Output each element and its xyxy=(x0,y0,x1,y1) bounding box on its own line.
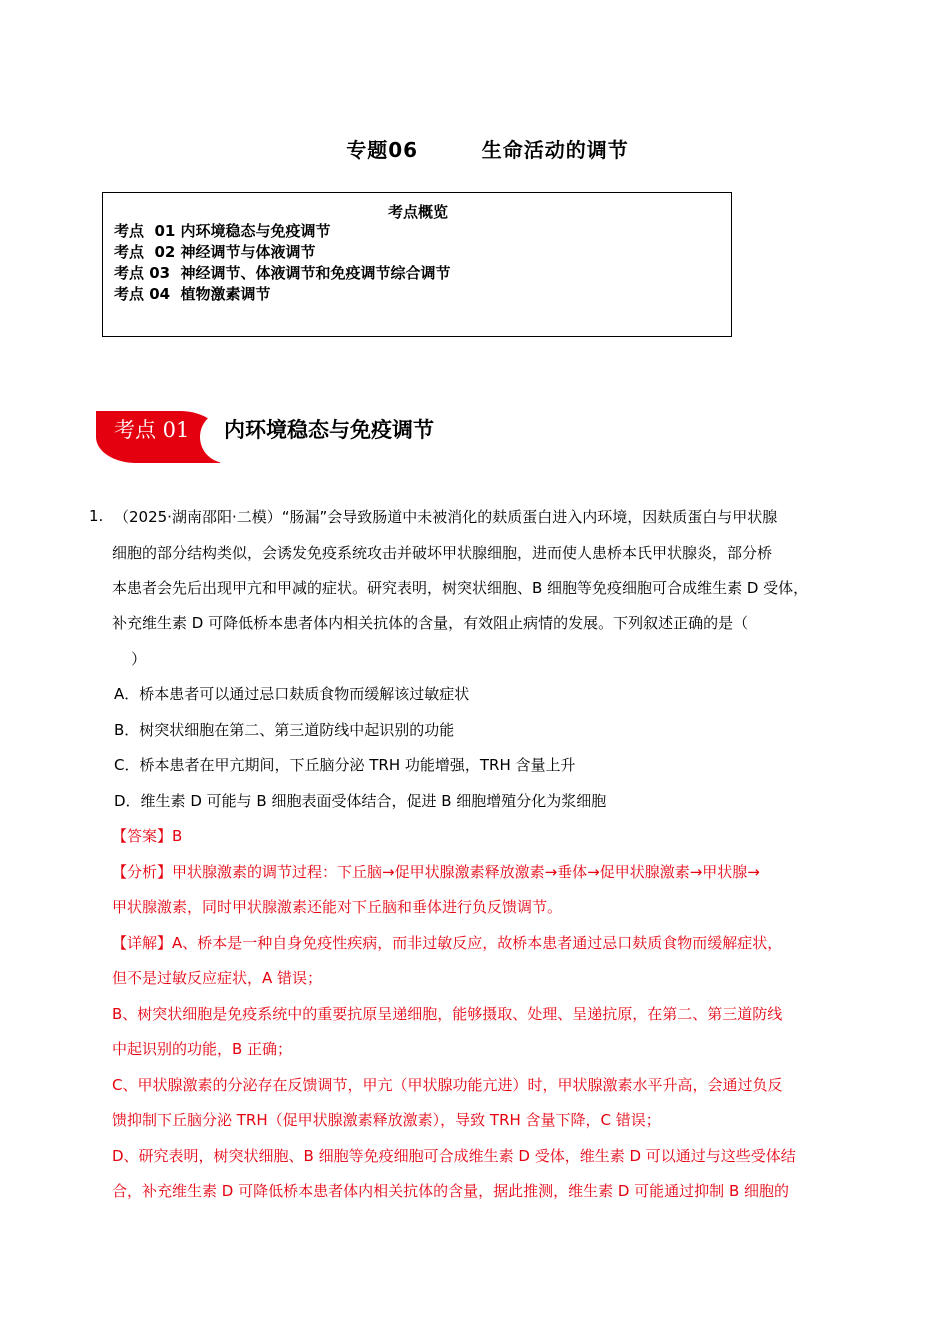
detail-line-6: 馈抑制下丘脑分泌 TRH（促甲状腺激素释放激素），导致 TRH 含量下降，C 错误； xyxy=(112,1111,661,1129)
overview-item-2: 考点 02 神经调节与体液调节 xyxy=(114,243,316,261)
detail-line-5: C、甲状腺激素的分泌存在反馈调节，甲亢（甲状腺功能亢进）时，甲状腺激素水平升高，会通过负反 xyxy=(112,1076,783,1094)
option-c: C．桥本患者在甲亢期间，下丘脑分泌 TRH 功能增强，TRH 含量上升 xyxy=(114,756,576,774)
overview-item-4: 考点 04 植物激素调节 xyxy=(114,285,271,303)
option-a: A．桥本患者可以通过忌口麸质食物而缓解该过敏症状 xyxy=(114,685,470,703)
detail-line-1: 【详解】A、桥本是一种自身免疫性疾病，而非过敏反应，故桥本患者通过忌口麸质食物而缓解症状， xyxy=(112,934,783,952)
question-stem-line-2: 细胞的部分结构类似，会诱发免疫系统攻击并破坏甲状腺细胞，进而使人患桥本氏甲状腺炎，部分桥 xyxy=(112,544,773,562)
section-badge-label: 考点 01 xyxy=(114,418,190,442)
analysis-line-1: 【分析】甲状腺激素的调节过程：下丘脑→促甲状腺激素释放激素→垂体→促甲状腺激素→甲状腺→ xyxy=(112,863,760,881)
detail-line-4: 中起识别的功能，B 正确； xyxy=(112,1040,293,1058)
detail-line-2: 但不是过敏反应症状，A 错误； xyxy=(112,969,323,987)
detail-line-3: B、树突状细胞是免疫系统中的重要抗原呈递细胞，能够摄取、处理、呈递抗原，在第二、第三道防线 xyxy=(112,1005,783,1023)
overview-item-1: 考点 01 内环境稳态与免疫调节 xyxy=(114,222,331,240)
answer: 【答案】B xyxy=(112,827,183,845)
section-title: 内环境稳态与免疫调节 xyxy=(224,418,434,442)
overview-item-3: 考点 03 神经调节、体液调节和免疫调节综合调节 xyxy=(114,264,451,282)
analysis-line-2: 甲状腺激素，同时甲状腺激素还能对下丘脑和垂体进行负反馈调节。 xyxy=(112,898,563,916)
option-d: D．维生素 D 可能与 B 细胞表面受体结合，促进 B 细胞增殖分化为浆细胞 xyxy=(114,792,607,810)
option-b: B．树突状细胞在第二、第三道防线中起识别的功能 xyxy=(114,721,455,739)
question-stem-line-4: 补充维生素 D 可降低桥本患者体内相关抗体的含量，有效阻止病情的发展。下列叙述正确的是（ xyxy=(112,614,749,632)
overview-box xyxy=(102,192,732,337)
overview-heading: 考点概览 xyxy=(387,203,448,221)
page-title: 专题06 生命活动的调节 xyxy=(346,138,629,162)
question-stem-line-3: 本患者会先后出现甲亢和甲减的症状。研究表明，树突状细胞、B 细胞等免疫细胞可合成维生素 D 受体， xyxy=(112,579,809,597)
detail-line-7: D、研究表明，树突状细胞、B 细胞等免疫细胞可合成维生素 D 受体，维生素 D 可以通过与这些受体结 xyxy=(112,1147,796,1165)
question-stem-line-5: ） xyxy=(112,650,147,668)
question-number: 1. xyxy=(89,507,104,525)
question-stem-line-1: （2025·湖南邵阳·二模）“肠漏”会导致肠道中未被消化的麸质蛋白进入内环境，因麸质蛋白与甲状腺 xyxy=(114,508,778,526)
detail-line-8: 合，补充维生素 D 可降低桥本患者体内相关抗体的含量，据此推测，维生素 D 可能通过抑制 B 细胞的 xyxy=(112,1182,790,1200)
